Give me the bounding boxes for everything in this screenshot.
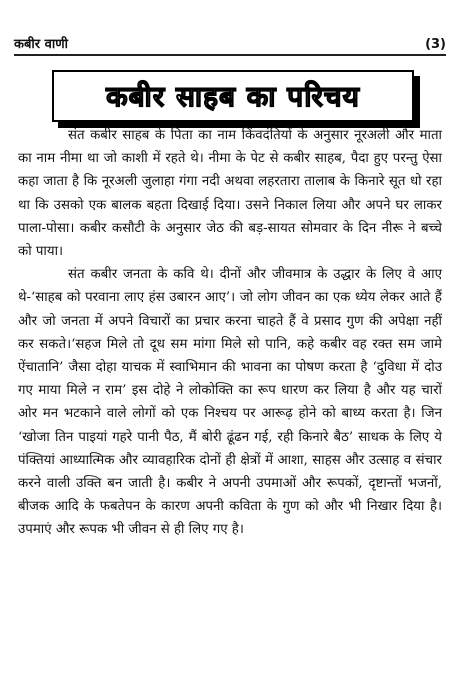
chapter-title: कबीर साहब का परिचय — [106, 80, 360, 113]
running-header — [14, 30, 446, 56]
body-text — [18, 124, 442, 542]
paragraph-1: संत कबीर साहब के पिता का नाम किंवदंतियों के अनुसार नूरअली और माता का नाम नीमा था जो काशी में रहते थे। नीमा के पेट से कबीर साहब, पैदा हुए परन्तु ऐसा कहा जाता है कि नूरअली जुलाहा गंगा नदी अथवा लहरतारा तालाब के किनारे सूत धो रहा था कि उसको एक बालक बहता दिखाई दिया। उसने निकाल लिया और अपने घर लाकर पाला-पोसा। कबीर कसौटी के अनुसार जेठ की बड़-सायत सोमवार के दिन नीरू ने बच्चे को पाया। — [18, 128, 442, 260]
page-number: (3) — [425, 37, 446, 52]
chapter-title-box — [52, 70, 414, 122]
book-title: कबीर वाणी — [14, 37, 68, 52]
paragraph-2: संत कबीर जनता के कवि थे। दीनों और जीवमात्र के उद्धार के लिए वे आए थे-‘साहब को परवाना लाए हंस उबारन आए’। जो लोग जीवन का एक ध्येय लेकर आते हैं और जो जनता में अपने विचारों का प्रचार करना चाहते हैं वे प्रसाद गुण की अपेक्षा नहीं कर सकते।‘सहज मिले तो दूध सम मांगा मिले सो पानि, कहे कबीर वह रक्त सम जामे ऐंचातानि’ जैसा दोहा याचक में स्वाभिमान की भावना का पोषण करता है ‘दुविधा में दोउ गए माया मिले न राम’ इस दोहे ने लोकोक्ति का रूप धारण कर लिया है और यह चारों ओर मन भटकाने वाले लोगों को एक निश्चय पर आरूढ़ होने को बाध्य करता है। जिन ‘खोजा तिन पाइयां गहरे पानी पैठ, मैं बोरी ढूंढन गई, रही किनारे बैठ’ साधक के लिए ये पंक्तियां आध्यात्मिक और व्यावहारिक दोनों ही क्षेत्रों में आशा, साहस और उत्साह व संचार करने वाली उक्ति बन जाती है। कबीर ने अपनी उपमाओं और रूपकों, दृष्टान्तों भजनों, बीजक आदि के फबतेपन के कारण अपनी कविता के गुण को और भी निखार दिया है। उपमाएं और रूपक भी जीवन से ही लिए गए है। — [18, 267, 442, 538]
